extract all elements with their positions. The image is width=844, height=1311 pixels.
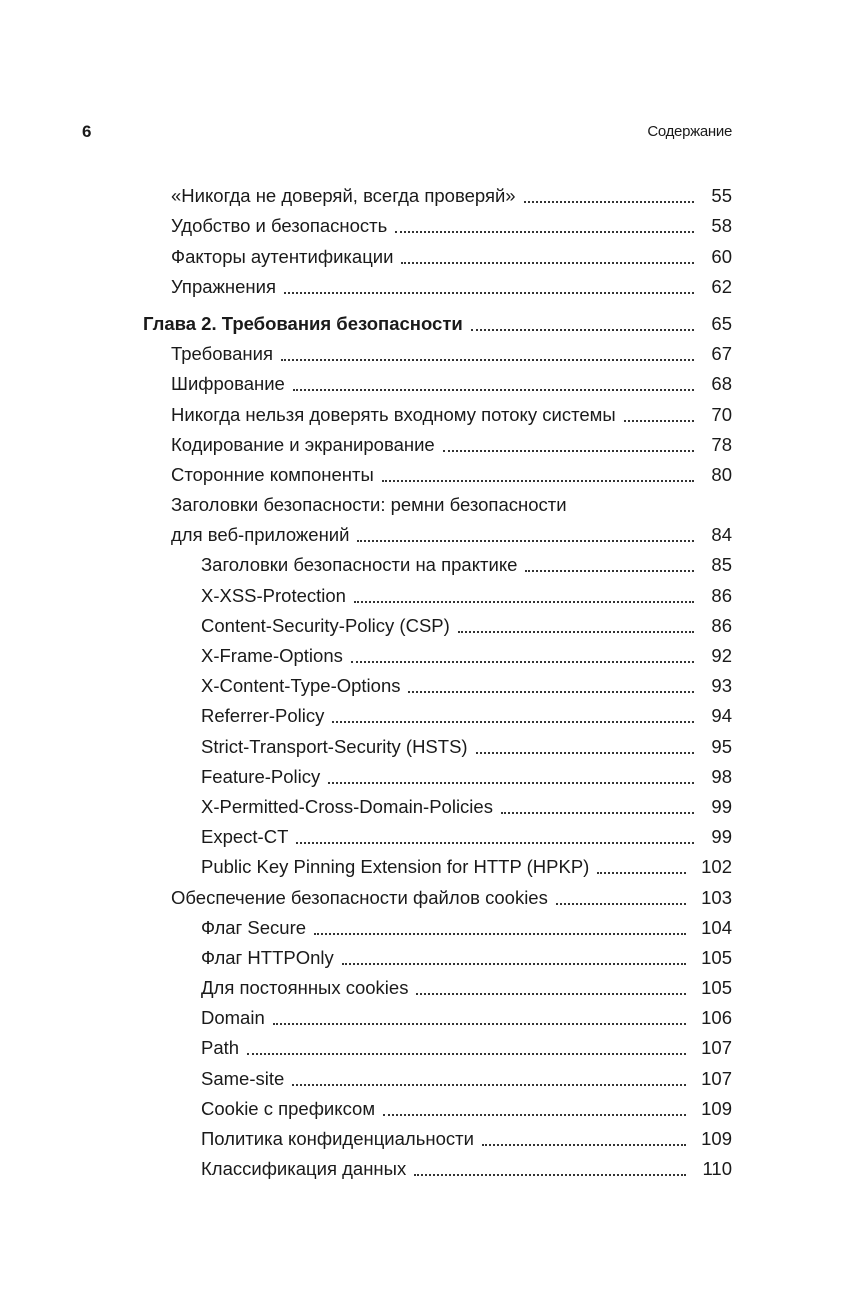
toc-chapter-title: Глава 2. Требования безопасности — [143, 313, 471, 335]
toc-entry-title: «Никогда не доверяй, всегда проверяй» — [171, 185, 524, 207]
toc-subentry-title: Referrer-Policy — [201, 705, 332, 727]
dot-leader — [525, 554, 694, 576]
toc-subentry-title: Expect-CT — [201, 826, 296, 848]
toc-entry-page: 107 — [701, 1037, 732, 1059]
toc-entry[interactable] — [0, 335, 844, 365]
toc-subentry[interactable] — [0, 1090, 844, 1120]
dot-leader — [292, 1068, 686, 1090]
dot-leader — [416, 977, 686, 999]
toc-subentry-title: Политика конфиденциальности — [201, 1128, 482, 1150]
toc-entry[interactable] — [0, 878, 844, 908]
toc-entry-page: 106 — [701, 1007, 732, 1029]
toc-subentry-title: Флаг Secure — [201, 917, 314, 939]
toc-entry-title: Кодирование и экранирование — [171, 434, 443, 456]
dot-leader — [296, 826, 694, 848]
toc-subentry-title: Strict-Transport-Security (HSTS) — [201, 736, 476, 758]
toc-subentry[interactable] — [0, 1120, 844, 1150]
toc-subentry[interactable] — [0, 788, 844, 818]
toc-entry-page: 102 — [701, 856, 732, 878]
toc-subentry-title: Флаг HTTPOnly — [201, 947, 342, 969]
toc-entry-page: 105 — [701, 977, 732, 999]
running-head: Содержание — [647, 123, 732, 140]
toc-subentry-title: X-XSS-Protection — [201, 585, 354, 607]
toc-entry-page: 104 — [701, 916, 732, 938]
dot-leader — [354, 585, 694, 607]
toc-entry-page: 62 — [711, 275, 732, 297]
toc-subentry[interactable] — [0, 667, 844, 697]
toc-subentry[interactable] — [0, 637, 844, 667]
dot-leader — [357, 524, 694, 546]
toc-entry-title: Никогда нельзя доверять входному потоку системы — [171, 404, 624, 426]
toc-entry-page: 109 — [701, 1128, 732, 1149]
toc-entry-page: 60 — [711, 245, 732, 267]
toc-chapter-entry[interactable] — [0, 305, 844, 335]
dot-leader — [284, 276, 694, 298]
toc-subentry-title: X-Permitted-Cross-Domain-Policies — [201, 796, 501, 818]
page-header — [0, 118, 844, 146]
toc-entry-title: Сторонние компоненты — [171, 464, 382, 486]
dot-leader — [471, 313, 694, 335]
toc-subentry-title: Content-Security-Policy (CSP) — [201, 615, 458, 637]
toc-entry-page: 70 — [711, 403, 732, 425]
dot-leader — [401, 246, 694, 268]
toc-subentry-title: Same-site — [201, 1068, 292, 1090]
toc-subentry-title: Заголовки безопасности на практике — [201, 554, 525, 576]
toc-subentry[interactable] — [0, 1029, 844, 1059]
toc-subentry-title: X-Content-Type-Options — [201, 675, 408, 697]
toc-entry-page: 68 — [711, 373, 732, 395]
dot-leader — [597, 856, 686, 878]
toc-entry[interactable] — [0, 516, 844, 546]
dot-leader — [382, 464, 694, 486]
dot-leader — [458, 615, 694, 637]
toc-subentry-title: Классификация данных — [201, 1158, 414, 1180]
toc-entry-page: 67 — [711, 343, 732, 365]
toc-entry[interactable] — [0, 486, 844, 516]
toc-entry-title: Требования — [171, 343, 281, 365]
toc-subentry[interactable] — [0, 576, 844, 606]
toc-entry-page: 98 — [711, 765, 732, 787]
dot-leader — [443, 434, 694, 456]
toc-subentry-title: Domain — [201, 1007, 273, 1029]
toc-entry-title: Факторы аутентификации — [171, 246, 401, 268]
toc-entry-page: 78 — [711, 433, 732, 455]
toc-entry-page: 110 — [702, 1158, 732, 1180]
toc-entry-page: 93 — [711, 675, 732, 697]
toc-entry[interactable] — [0, 426, 844, 456]
toc-entry-page: 86 — [711, 584, 732, 606]
toc-entry-page: 94 — [711, 705, 732, 727]
toc-entry-page: 85 — [711, 554, 732, 576]
dot-leader — [482, 1128, 686, 1150]
toc-subentry[interactable] — [0, 697, 844, 727]
toc-subentry-title: Для постоянных cookies — [201, 977, 416, 999]
toc-subentry[interactable] — [0, 999, 844, 1029]
toc-entry-page: 99 — [711, 826, 732, 848]
toc-subentry[interactable] — [0, 848, 844, 878]
table-of-contents — [0, 177, 844, 1180]
toc-entry-page: 105 — [701, 946, 732, 968]
dot-leader — [476, 736, 694, 758]
dot-leader — [408, 675, 694, 697]
toc-subentry[interactable] — [0, 727, 844, 757]
toc-subentry-title: Path — [201, 1037, 247, 1059]
toc-entry[interactable] — [0, 395, 844, 425]
toc-subentry[interactable] — [0, 1150, 844, 1180]
toc-entry[interactable] — [0, 207, 844, 237]
dot-leader — [247, 1037, 686, 1059]
toc-entry-page: 58 — [711, 215, 732, 237]
toc-entry-page: 107 — [701, 1067, 732, 1089]
dot-leader — [351, 645, 694, 667]
toc-subentry[interactable] — [0, 909, 844, 939]
toc-entry[interactable] — [0, 237, 844, 267]
toc-subentry[interactable] — [0, 939, 844, 969]
toc-subentry[interactable] — [0, 969, 844, 999]
dot-leader — [501, 796, 694, 818]
dot-leader — [624, 404, 694, 426]
toc-entry-page: 103 — [701, 886, 732, 908]
toc-entry-title: Шифрование — [171, 373, 293, 395]
dot-leader — [328, 766, 694, 788]
dot-leader — [332, 705, 694, 727]
dot-leader — [556, 887, 686, 909]
dot-leader — [395, 215, 694, 237]
toc-subentry[interactable] — [0, 818, 844, 848]
dot-leader — [342, 947, 686, 969]
toc-entry-page: 80 — [711, 463, 732, 485]
toc-subentry[interactable] — [0, 546, 844, 576]
toc-entry-title: Удобство и безопасность — [171, 215, 395, 237]
toc-entry-title: для веб-приложений — [171, 524, 357, 546]
toc-entry-page: 55 — [711, 185, 732, 207]
toc-entry-page: 109 — [701, 1097, 732, 1119]
toc-entry-page: 92 — [711, 645, 732, 666]
toc-entry-title: Упражнения — [171, 276, 284, 298]
toc-entry-page: 84 — [711, 524, 732, 546]
toc-subentry-title: Feature-Policy — [201, 766, 328, 788]
toc-entry[interactable] — [0, 177, 844, 207]
toc-entry-page: 86 — [711, 614, 732, 636]
dot-leader — [314, 917, 686, 939]
toc-subentry[interactable] — [0, 1059, 844, 1089]
toc-subentry[interactable] — [0, 607, 844, 637]
dot-leader — [383, 1098, 686, 1120]
dot-leader — [524, 185, 694, 207]
toc-subentry[interactable] — [0, 758, 844, 788]
toc-entry[interactable] — [0, 456, 844, 486]
toc-entry[interactable] — [0, 365, 844, 395]
toc-subentry-title: Cookie с префиксом — [201, 1098, 383, 1120]
page-number: 6 — [82, 122, 92, 141]
toc-entry-page: 95 — [711, 735, 732, 757]
toc-entry[interactable] — [0, 268, 844, 298]
dot-leader — [414, 1158, 686, 1180]
toc-entry-title: Заголовки безопасности: ремни безопасности — [171, 494, 575, 516]
dot-leader — [293, 373, 694, 395]
toc-subentry-title: X-Frame-Options — [201, 645, 351, 667]
toc-entry-page: 99 — [711, 795, 732, 817]
toc-entry-title: Обеспечение безопасности файлов cookies — [171, 887, 556, 909]
dot-leader — [273, 1007, 686, 1029]
toc-entry-page: 65 — [711, 312, 732, 334]
toc-subentry-title: Public Key Pinning Extension for HTTP (HPKP) — [201, 856, 597, 878]
dot-leader — [281, 343, 694, 365]
